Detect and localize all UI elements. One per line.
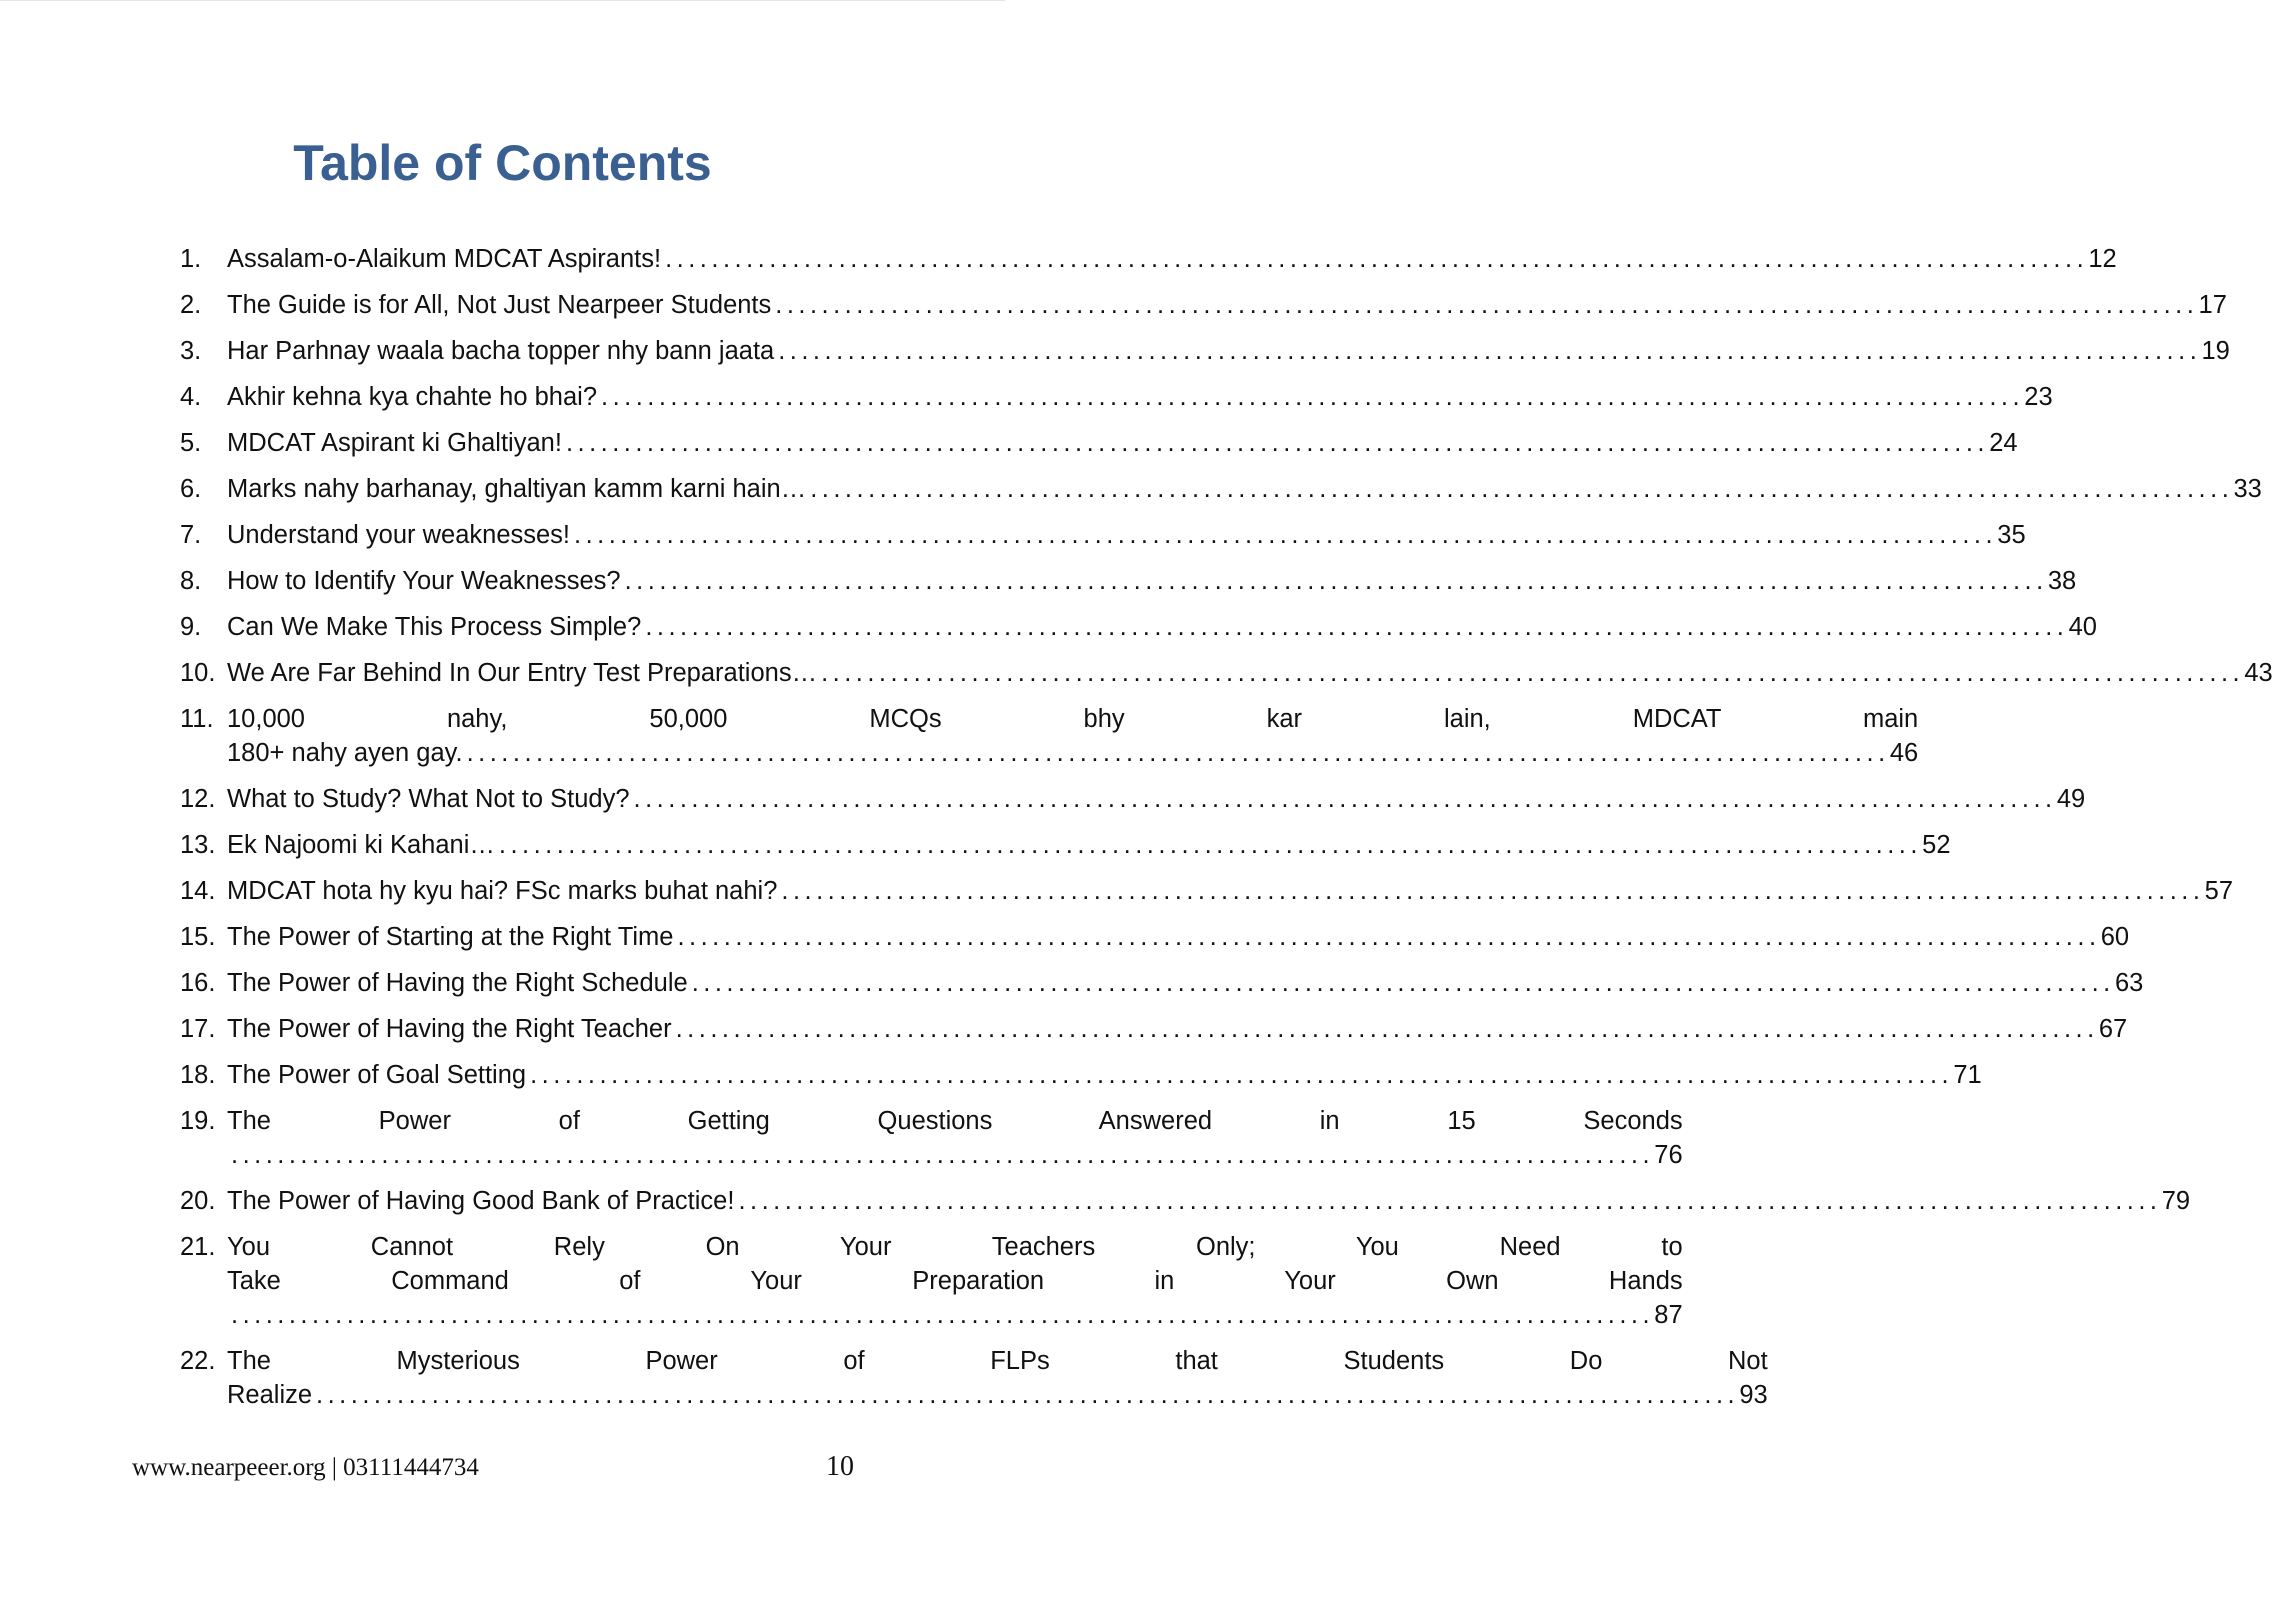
toc-entry-title-line: 10,000 nahy, 50,000 MCQs bhy kar lain, MDCAT main [227,705,1919,733]
toc-entry[interactable] [180,828,1951,862]
toc-entry[interactable] [180,1344,1768,1412]
toc-entry-leader-row [227,828,1951,862]
toc-entry[interactable] [180,966,2144,1000]
footer-website-phone: www.nearpeeer.org | 03111444734 [132,1454,479,1481]
toc-entry[interactable] [180,874,2234,908]
toc-entry-title: The Power of Having Good Bank of Practice! [227,1187,735,1215]
toc-entry-title: Marks nahy barhanay, ghaltiyan kamm karni hain… [227,475,807,503]
toc-entry-leader-row [227,334,2230,368]
toc-entry-title: We Are Far Behind In Our Entry Test Preparations… [227,659,818,687]
toc-entry-number: 10. [180,659,216,687]
toc-entry-body [227,874,2233,908]
toc-entry[interactable] [180,518,2026,552]
toc-entry[interactable] [180,782,2086,816]
toc-entry-page-number: 93 [1739,1381,1768,1409]
toc-entry-body [227,334,2230,368]
toc-entry-page-number: 87 [1654,1301,1683,1329]
toc-entry-page-number: 17 [2198,291,2227,319]
toc-entry-number: 22. [180,1347,216,1375]
toc-entry-title: Akhir kehna kya chahte ho bhai? [227,383,597,411]
toc-entry-title: Understand your weaknesses! [227,521,571,549]
toc-entry-page-number: 49 [2056,785,2086,813]
toc-entry-number: 17. [180,1015,216,1043]
toc-entry-leader-row [227,1012,2127,1046]
dot-leader [601,380,2018,414]
toc-entry[interactable] [180,564,2077,598]
toc-entry-title: Har Parhnay waala bacha topper nhy bann jaata [227,337,775,365]
dot-leader [316,1378,1733,1412]
toc-entry[interactable] [180,656,2273,690]
toc-entry-title: Ek Najoomi ki Kahani… [227,831,495,859]
toc-entry[interactable] [180,472,2262,506]
dot-leader [530,1058,1947,1092]
toc-entry[interactable] [180,610,2097,644]
toc-entry-leader-row [227,472,2262,506]
toc-entry[interactable] [180,380,2053,414]
toc-entry-page-number: 67 [2098,1015,2128,1043]
toc-entry-body [227,920,2129,954]
toc-entry-page-number: 35 [1997,521,2026,549]
toc-entry-page-number: 63 [2114,969,2144,997]
toc-entry-body [227,1012,2127,1046]
toc-entry[interactable] [180,1058,1982,1092]
toc-entry-body [227,1230,1683,1332]
toc-entry-leader-row [227,242,2117,276]
dot-leader [692,966,2109,1000]
toc-entry-body [227,472,2262,506]
toc-entry-page-number: 33 [2233,475,2262,503]
toc-entry-leader-row [227,920,2129,954]
dot-leader [499,828,1916,862]
toc-entry-number: 8. [180,567,202,595]
toc-entry-title: What to Study? What Not to Study? [227,785,630,813]
toc-entry-body [227,426,2018,460]
toc-entry-page-number: 12 [2088,245,2117,273]
toc-entry-body [227,518,2026,552]
toc-entry-title: The Guide is for All, Not Just Nearpeer Students [227,291,772,319]
toc-entry-page-number: 52 [1922,831,1951,859]
toc-entry[interactable] [180,242,2117,276]
toc-entry-title: The Power of Having the Right Teacher [227,1015,672,1043]
toc-entry-number: 6. [180,475,202,503]
toc-entry[interactable] [180,288,2227,322]
toc-entry-number: 16. [180,969,216,997]
toc-entry-leader-row [227,656,2273,690]
toc-entry-page-number: 79 [2161,1187,2191,1215]
toc-entry-number: 11. [180,705,214,733]
toc-entry-leader-row [227,380,2053,414]
toc-entry-number: 21. [180,1233,216,1261]
toc-entry[interactable] [180,334,2230,368]
toc-entry[interactable] [180,1184,2191,1218]
dot-leader [231,1298,1648,1332]
toc-entry-title-line: The Mysterious Power of FLPs that Students Do Not [227,1347,1768,1375]
toc-entry-title-line: Take Command of Your Preparation in Your Own Hands [227,1267,1683,1295]
toc-entry-body [227,1184,2190,1218]
toc-entry-leader-row [227,1058,1982,1092]
toc-entry-number: 19. [180,1107,216,1135]
toc-entry-leader-row [227,1298,1683,1332]
toc-entry-number: 13. [180,831,216,859]
toc-entry-title: The Power of Starting at the Right Time [227,923,674,951]
toc-entry-title: How to Identify Your Weaknesses? [227,567,621,595]
dot-leader [625,564,2042,598]
toc-entry-body [227,782,2085,816]
toc-entry-body [227,288,2227,322]
dot-leader [665,242,2082,276]
toc-entry-page-number: 40 [2068,613,2097,641]
toc-entry[interactable] [180,426,2018,460]
toc-entry-page-number: 38 [2047,567,2077,595]
toc-entry-leader-row [227,288,2227,322]
toc-entry-leader-row [227,782,2085,816]
toc-entry-page-number: 71 [1953,1061,1982,1089]
toc-entry-leader-row [227,1378,1768,1412]
toc-entry-leader-row [227,736,1918,770]
toc-entry-body [227,828,1951,862]
dot-leader [645,610,2062,644]
dot-leader [778,334,2195,368]
toc-entry-title: 180+ nahy ayen gay. [227,739,463,767]
toc-entry-number: 12. [180,785,216,813]
toc-entry[interactable] [180,920,2130,954]
toc-entry[interactable] [180,1230,1683,1332]
dot-leader [781,874,2198,908]
dot-leader [634,782,2051,816]
toc-entry-leader-row [227,426,2018,460]
toc-entry-body [227,1344,1768,1412]
toc-entry-leader-row [227,564,2076,598]
toc-entry-body [227,702,1918,770]
toc-entry-title-line: The Power of Getting Questions Answered in 15 Seconds [227,1107,1683,1135]
toc-entry-body [227,564,2076,598]
toc-entry-body [227,1104,1683,1172]
toc-entry-body [227,242,2117,276]
dot-leader [566,426,1983,460]
toc-entry-page-number: 23 [2024,383,2053,411]
toc-entry-body [227,656,2273,690]
toc-entry-leader-row [227,1184,2190,1218]
toc-entry[interactable] [180,1012,2128,1046]
toc-entry-page-number: 57 [2204,877,2234,905]
toc-entry-title: The Power of Having the Right Schedule [227,969,688,997]
dot-leader [231,1138,1648,1172]
toc-entry-page-number: 60 [2100,923,2130,951]
toc-entry[interactable] [180,702,1919,770]
toc-entry-title: The Power of Goal Setting [227,1061,527,1089]
toc-entry-title: MDCAT Aspirant ki Ghaltiyan! [227,429,562,457]
dot-leader [810,472,2227,506]
toc-entry-page-number: 76 [1654,1141,1683,1169]
toc-entry-leader-row [227,518,2026,552]
toc-entry-page-number: 46 [1889,739,1919,767]
toc-entry-number: 4. [180,383,202,411]
toc-entry-leader-row [227,874,2233,908]
dot-leader [775,288,2192,322]
toc-entry-number: 20. [180,1187,216,1215]
dot-leader [676,1012,2093,1046]
toc-entry-number: 18. [180,1061,216,1089]
footer-page-number: 10 [826,1451,854,1482]
toc-entry-title-line: You Cannot Rely On Your Teachers Only; You Need to [227,1233,1683,1261]
dot-leader [738,1184,2155,1218]
toc-entry-body [227,380,2053,414]
page-title: Table of Contents [293,135,712,191]
toc-entry-page-number: 24 [1989,429,2018,457]
toc-entry-body [227,966,2143,1000]
toc-entry[interactable] [180,1104,1683,1172]
toc-entry-body [227,1058,1982,1092]
toc-entry-number: 9. [180,613,202,641]
toc-entry-leader-row [227,1138,1683,1172]
toc-entry-title: Assalam-o-Alaikum MDCAT Aspirants! [227,245,662,273]
dot-leader [677,920,2094,954]
toc-entry-page-number: 43 [2244,659,2273,687]
toc-entry-number: 2. [180,291,202,319]
dot-leader [467,736,1884,770]
toc-entry-number: 5. [180,429,202,457]
dot-leader [574,518,1991,552]
toc-entry-title: Can We Make This Process Simple? [227,613,642,641]
toc-entry-title: MDCAT hota hy kyu hai? FSc marks buhat nahi? [227,877,778,905]
toc-entry-leader-row [227,610,2097,644]
toc-entry-leader-row [227,966,2143,1000]
toc-list [180,242,2273,1424]
toc-entry-number: 15. [180,923,216,951]
toc-entry-page-number: 19 [2201,337,2230,365]
toc-entry-number: 14. [180,877,216,905]
toc-entry-title: Realize [227,1381,313,1409]
dot-leader [821,656,2238,690]
toc-entry-number: 1. [180,245,202,273]
toc-entry-body [227,610,2097,644]
toc-entry-number: 7. [180,521,202,549]
toc-entry-number: 3. [180,337,202,365]
